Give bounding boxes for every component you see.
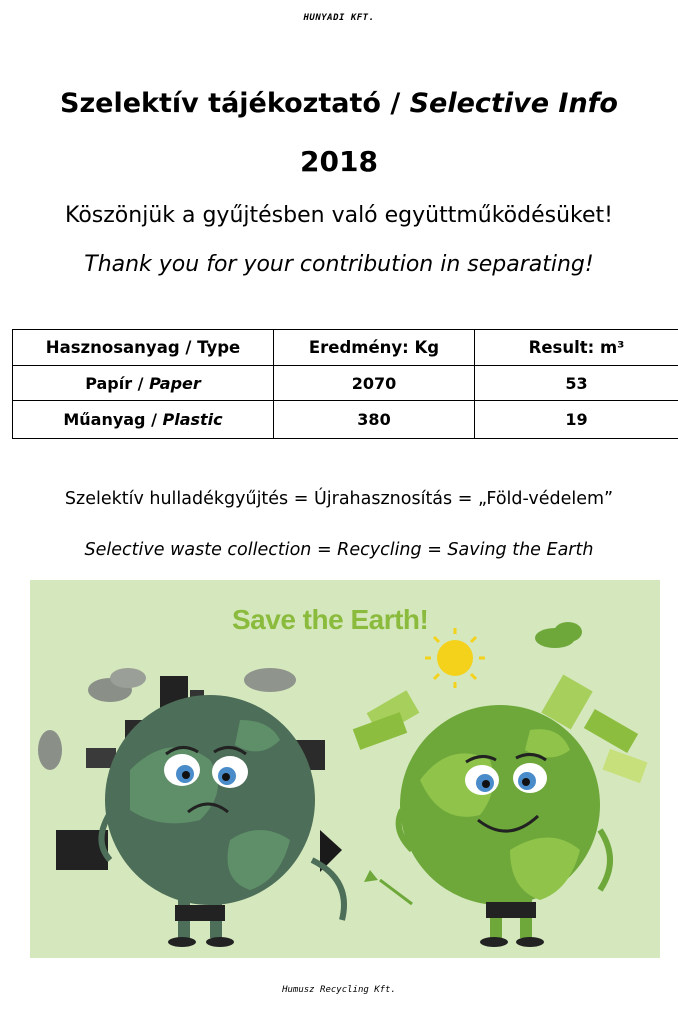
poster-title: Save the Earth! <box>232 604 429 635</box>
cell-m3: 19 <box>475 401 678 439</box>
title-en: Selective Info <box>409 88 618 119</box>
results-table <box>12 329 678 439</box>
polluted-earth-icon <box>38 668 344 947</box>
cell-m3: 53 <box>475 366 678 401</box>
table-row <box>13 401 678 439</box>
cell-kg: 380 <box>274 401 475 439</box>
page-title <box>0 88 678 119</box>
header-m3: Result: m³ <box>475 330 678 366</box>
year: 2018 <box>300 145 378 178</box>
slogan-hu: Szelektív hulladékgyűjtés = Újrahasznosítás = „Föld-védelem” <box>64 489 614 509</box>
table-row <box>13 366 678 401</box>
company-header: HUNYADI KFT. <box>303 13 375 23</box>
header-kg: Eredmény: Kg <box>274 330 475 366</box>
header-type: Hasznosanyag / Type <box>13 330 274 366</box>
type-hu: Papír / <box>85 373 150 393</box>
type-en: Paper <box>149 373 201 393</box>
title-hu: Szelektív tájékoztató / <box>60 88 410 119</box>
table-header-row <box>13 330 678 366</box>
cell-type <box>13 366 274 401</box>
slogan-en: Selective waste collection = Recycling = Saving the Earth <box>84 540 594 560</box>
type-en: Plastic <box>162 410 223 429</box>
cell-kg: 2070 <box>274 366 475 401</box>
type-hu: Műanyag / <box>63 410 163 429</box>
thanks-hu: Köszönjük a gyűjtésben való együttműködésüket! <box>65 203 613 228</box>
earth-illustration-graphic <box>30 580 660 958</box>
thanks-en: Thank you for your contribution in separating! <box>84 252 594 277</box>
company-footer: Humusz Recycling Kft. <box>282 985 396 995</box>
save-earth-illustration <box>30 580 660 958</box>
healthy-earth-icon <box>353 622 648 947</box>
cell-type <box>13 401 274 439</box>
